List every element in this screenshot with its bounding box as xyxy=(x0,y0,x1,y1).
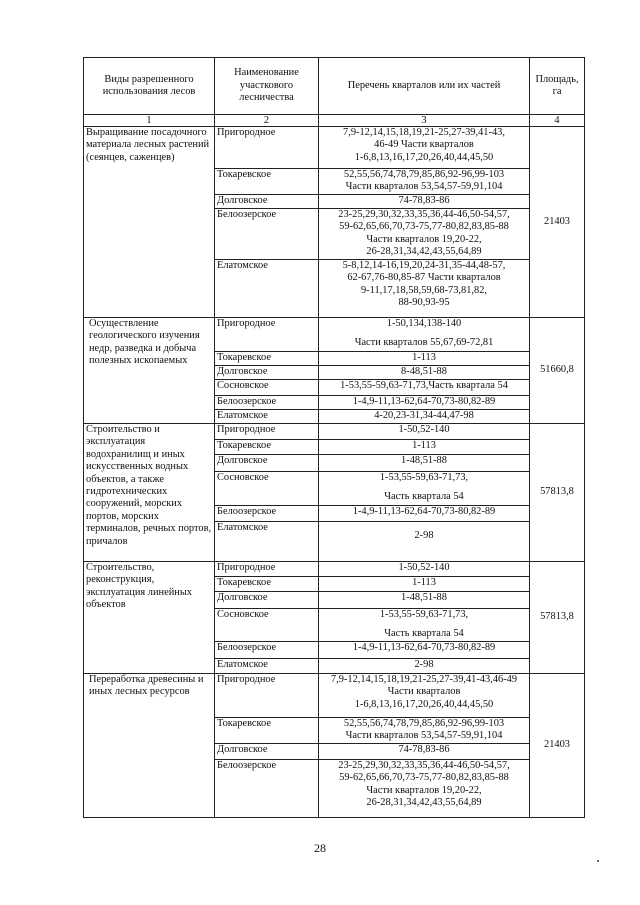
header-area: Площадь, га xyxy=(530,58,585,115)
quarters-line: 1-4,9-11,13-62,64-70,73-80,82-89 xyxy=(352,506,496,517)
area-cell: 21403 xyxy=(530,127,585,318)
header-forestry: Наименование участкового лесничества xyxy=(215,58,319,115)
forestry-name-cell: Токаревское xyxy=(215,169,319,195)
quarters-cell xyxy=(319,209,530,260)
forestry-name-cell: Белоозерское xyxy=(215,396,319,410)
forestry-name-cell: Пригородное xyxy=(215,673,319,717)
quarters-line: 5-8,12,14-16,19,20,24-31,35-44,48-57, xyxy=(342,260,506,271)
quarters-cell xyxy=(319,592,530,609)
quarters-line: 88-90,93-95 xyxy=(398,297,450,309)
column-number: 2 xyxy=(215,115,319,127)
quarters-line: Части кварталов 19,20-22, xyxy=(366,233,482,245)
forestry-name-cell: Белоозерское xyxy=(215,506,319,522)
quarters-line: 59-62,65,66,70,73-75,77-80,82,83,85-88 xyxy=(339,772,509,784)
quarters-line: 9-11,17,18,58,59,68-73,81,82, xyxy=(360,284,488,296)
line-spacer xyxy=(321,484,527,491)
quarters-line: 74-78,83-86 xyxy=(398,195,450,206)
quarters-cell xyxy=(319,641,530,658)
quarters-cell xyxy=(319,609,530,642)
quarters-cell xyxy=(319,506,530,522)
quarters-cell xyxy=(319,743,530,759)
quarters-line: 52,55,56,74,78,79,85,86,92-96,99-103 xyxy=(343,169,505,180)
column-number: 1 xyxy=(84,115,215,127)
forestry-name-cell: Елатомское xyxy=(215,410,319,424)
quarters-cell xyxy=(319,380,530,396)
forestry-name-cell: Белоозерское xyxy=(215,209,319,260)
quarters-cell xyxy=(319,472,530,506)
quarters-line: 74-78,83-86 xyxy=(398,743,450,755)
forestry-name-cell: Токаревское xyxy=(215,717,319,743)
quarters-line: 1-113 xyxy=(412,352,436,363)
forestry-name-cell: Долговское xyxy=(215,195,319,209)
forestry-name-cell: Елатомское xyxy=(215,658,319,673)
forestry-name-cell: Пригородное xyxy=(215,318,319,352)
table-row xyxy=(84,127,585,169)
forestry-name-cell: Долговское xyxy=(215,455,319,472)
forestry-name-cell: Сосновское xyxy=(215,380,319,396)
column-numbers-row xyxy=(84,115,585,127)
quarters-line: 7,9-12,14,15,18,19,21-25,27-39,41-43, xyxy=(343,127,505,138)
quarters-cell xyxy=(319,169,530,195)
quarters-line: 1-48,51-88 xyxy=(401,455,447,466)
scan-speck xyxy=(597,860,599,862)
area-cell: 57813,8 xyxy=(530,424,585,562)
forestry-name-cell: Белоозерское xyxy=(215,759,319,817)
quarters-line: 23-25,29,30,32,33,35,36,44-46,50-54,57, xyxy=(338,209,510,220)
forestry-name-cell: Пригородное xyxy=(215,424,319,440)
quarters-cell xyxy=(319,577,530,592)
quarters-cell xyxy=(319,127,530,169)
quarters-line: 1-6,8,13,16,17,20,26,40,44,45,50 xyxy=(354,151,494,163)
column-number: 3 xyxy=(319,115,530,127)
quarters-line: Части кварталов 19,20-22, xyxy=(366,784,482,796)
quarters-line: Части кварталов 53,54,57-59,91,104 xyxy=(345,730,503,742)
quarters-line: 1-113 xyxy=(412,440,436,451)
forestry-name-cell: Токаревское xyxy=(215,577,319,592)
quarters-line: 1-48,51-88 xyxy=(401,592,447,603)
quarters-line: Части кварталов xyxy=(387,686,461,698)
quarters-cell xyxy=(319,424,530,440)
page-number: 28 xyxy=(314,841,326,855)
quarters-line: 26-28,31,34,42,43,55,64,89 xyxy=(366,246,482,258)
quarters-line: 1-53,55-59,63-71,73, xyxy=(379,609,469,620)
quarters-line: 1-50,52-140 xyxy=(398,562,450,573)
use-type-cell: Выращивание посадочного материала лесных растений (сеянцев, саженцев) xyxy=(84,127,215,318)
quarters-cell xyxy=(319,195,530,209)
forestry-name-cell: Токаревское xyxy=(215,440,319,455)
quarters-line: 1-113 xyxy=(412,577,436,588)
forestry-name-cell: Пригородное xyxy=(215,562,319,577)
forest-use-table xyxy=(83,57,585,818)
forestry-name-cell: Долговское xyxy=(215,592,319,609)
forestry-name-cell: Елатомское xyxy=(215,260,319,318)
quarters-line: 1-4,9-11,13-62,64-70,73-80,82-89 xyxy=(352,641,496,653)
area-cell: 57813,8 xyxy=(530,562,585,674)
forestry-name-cell: Сосновское xyxy=(215,472,319,506)
use-type-cell: Строительство, реконструкция, эксплуатация линейных объектов xyxy=(84,562,215,674)
use-type-cell: Осуществление геологического изучения недр, разведка и добыча полезных ископаемых xyxy=(84,318,215,424)
quarters-line: 26-28,31,34,42,43,55,64,89 xyxy=(366,797,482,809)
column-number: 4 xyxy=(530,115,585,127)
quarters-cell xyxy=(319,717,530,743)
line-spacer xyxy=(321,621,527,628)
quarters-line: 1-50,134,138-140 xyxy=(386,318,462,329)
forestry-name-cell: Токаревское xyxy=(215,352,319,366)
quarters-line: 1-4,9-11,13-62,64-70,73-80,82-89 xyxy=(352,396,496,407)
quarters-line: Часть квартала 54 xyxy=(384,628,464,640)
forestry-name-cell: Елатомское xyxy=(215,522,319,562)
quarters-line: 1-53,55-59,63-71,73,Часть квартала 54 xyxy=(340,380,508,391)
quarters-cell xyxy=(319,455,530,472)
quarters-cell xyxy=(319,410,530,424)
quarters-line: 62-67,76-80,85-87 Части кварталов xyxy=(347,272,501,284)
table-header-row xyxy=(84,58,585,115)
quarters-cell xyxy=(319,260,530,318)
quarters-cell xyxy=(319,522,530,562)
quarters-line: 1-50,52-140 xyxy=(398,424,450,435)
quarters-cell xyxy=(319,318,530,352)
table-body xyxy=(84,127,585,818)
quarters-line: 1-6,8,13,16,17,20,26,40,44,45,50 xyxy=(354,698,494,710)
quarters-cell xyxy=(319,658,530,673)
use-type-cell: Переработка древесины и иных лесных ресурсов xyxy=(84,673,215,817)
quarters-cell xyxy=(319,396,530,410)
quarters-line: Часть квартала 54 xyxy=(384,491,464,503)
quarters-line: 1-53,55-59,63-71,73, xyxy=(379,472,469,483)
header-use-type: Виды разрешенного использования лесов xyxy=(84,58,215,115)
quarters-cell xyxy=(319,366,530,380)
quarters-line: 2-98 xyxy=(414,530,434,541)
use-type-cell: Строительство и эксплуатация водохранилищ и иных искусственных водных объектов, а также гидротехнических сооружений, морских портов, морских терминалов, речных портов, причалов xyxy=(84,424,215,562)
line-spacer xyxy=(321,330,527,337)
area-cell: 21403 xyxy=(530,673,585,817)
quarters-line: 52,55,56,74,78,79,85,86,92-96,99-103 xyxy=(343,717,505,729)
quarters-cell xyxy=(319,440,530,455)
quarters-line: 2-98 xyxy=(414,658,434,670)
area-cell: 51660,8 xyxy=(530,318,585,424)
table-row xyxy=(84,318,585,352)
table-row xyxy=(84,424,585,440)
quarters-cell xyxy=(319,562,530,577)
quarters-line: 23-25,29,30,32,33,35,36,44-46,50-54,57, xyxy=(338,759,510,771)
forestry-name-cell: Пригородное xyxy=(215,127,319,169)
forestry-name-cell: Долговское xyxy=(215,366,319,380)
quarters-cell xyxy=(319,759,530,817)
table-row xyxy=(84,673,585,717)
quarters-cell xyxy=(319,352,530,366)
forestry-name-cell: Сосновское xyxy=(215,609,319,642)
quarters-cell xyxy=(319,673,530,717)
forestry-name-cell: Долговское xyxy=(215,743,319,759)
table-row xyxy=(84,562,585,577)
quarters-line: 4-20,23-31,34-44,47-98 xyxy=(374,410,474,421)
quarters-line: Части кварталов 55,67,69-72,81 xyxy=(354,337,494,349)
quarters-line: 8-48,51-88 xyxy=(401,366,447,377)
forestry-name-cell: Белоозерское xyxy=(215,641,319,658)
quarters-line: 59-62,65,66,70,73-75,77-80,82,83,85-88 xyxy=(339,221,509,233)
header-quarters: Перечень кварталов или их частей xyxy=(319,58,530,115)
quarters-line: Части кварталов 53,54,57-59,91,104 xyxy=(345,181,503,193)
quarters-line: 7,9-12,14,15,18,19,21-25,27-39,41-43,46-49 xyxy=(330,673,518,685)
quarters-line: 46-49 Части кварталов xyxy=(374,139,474,151)
